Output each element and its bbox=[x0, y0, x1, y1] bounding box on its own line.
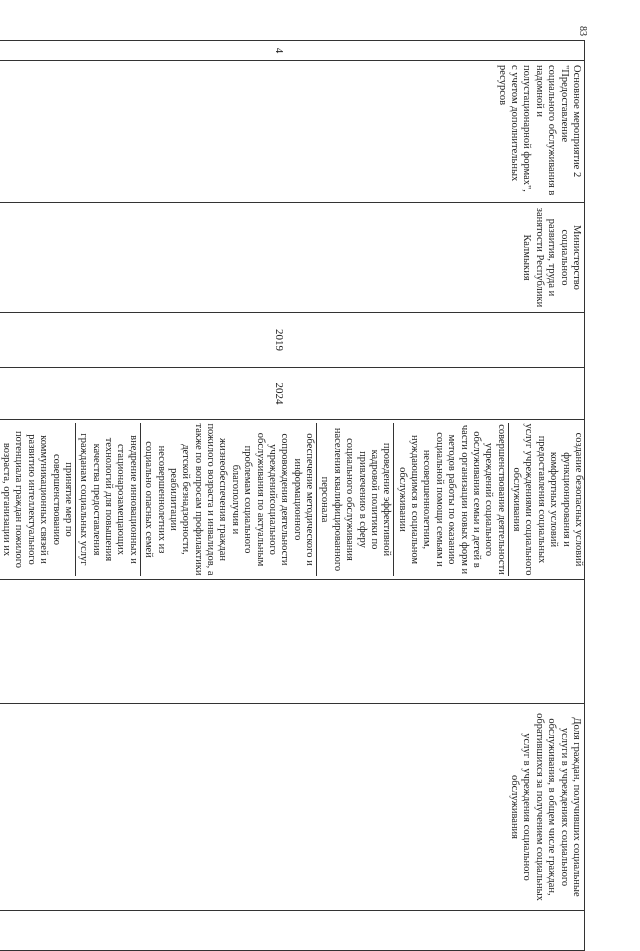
activities-cell bbox=[0, 420, 585, 580]
activity-item: проведение эффективной кадровой политики по привлечению в сферу социального обслуживания населения квалифицированного персонала bbox=[316, 423, 392, 576]
start-year-cell: 2019 bbox=[0, 313, 585, 368]
activity-item: внедрение инновационных и стационарозамещающих технологий для повышения качества предоставления гражданам социальных услуг bbox=[75, 423, 139, 576]
indicator-cell: Доля граждан, получивших социальные услуги в учреждениях социального обслуживания, в общем числе граждан, обратившихся за получением социальных услуг в учреждения социального обслуживания bbox=[0, 704, 585, 911]
row-number: 4 bbox=[0, 41, 585, 61]
measure-cell: Основное мероприятие 2 "Предоставление социального обслуживания в надомной и полустационарной формах", с учетом дополнительных ресурсов bbox=[0, 61, 585, 203]
page-number: 83 bbox=[577, 26, 588, 36]
program-table bbox=[0, 40, 585, 951]
activity-item: создание безопасных условий функционирования и комфортных условий предоставления социальных услуг учреждениями социального обслуживания bbox=[508, 423, 584, 576]
executor-cell: Министерство социального развития, труда и занятости Республики Калмыкия bbox=[0, 203, 585, 313]
table-row bbox=[0, 41, 585, 951]
activity-item: совершенствование деятельности учреждений социального обслуживания семьи и детей в части организации новых форм и методов работы по оказанию социальной помощи семьям и несовершеннолетним, нуждающимся в социальном обслуживании bbox=[393, 423, 506, 576]
rotated-table-container bbox=[1, 40, 585, 901]
empty-cell bbox=[0, 911, 585, 951]
activity-item: принятие мер по совершенствованию коммуникационных связей и развитию интеллектуального потенциала граждан пожилого возраста, организации их bbox=[1, 430, 74, 569]
empty-cell bbox=[0, 580, 585, 704]
activity-item: обеспечение методического и информационного сопровождения деятельности учрежденийсоциального обслуживания по актуальным проблемам социального благополучия и жизнеобеспечения граждан пожилого возраста и инвалидов, а также по вопросам профилактики детской безнадзорности, реабилитации несовершеннолетних из социально опасных семей bbox=[140, 423, 315, 576]
end-year-cell: 2024 bbox=[0, 368, 585, 420]
